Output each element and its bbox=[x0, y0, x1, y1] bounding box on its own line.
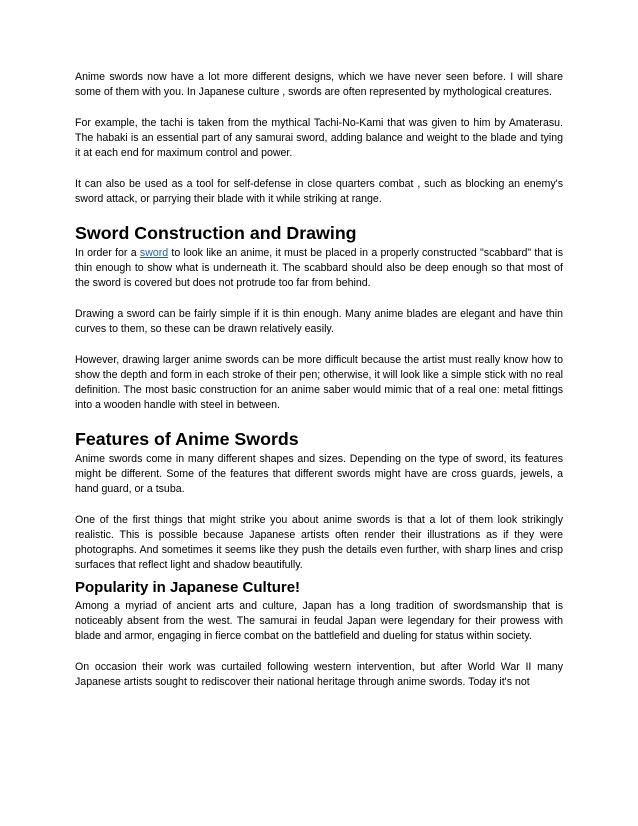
construction-paragraph-3: However, drawing larger anime swords can be more difficult because the artist must really know how to show the depth and form in each stroke of their pen; otherwise, it will look like a simple stick with no real definition. The most basic construction for an anime saber would mimic that of a real one: metal fittings into a wooden handle with steel in between. bbox=[75, 354, 563, 411]
intro-paragraph-1: Anime swords now have a lot more different designs, which we have never seen before. I will share some of them with you. In Japanese culture , swords are often represented by mythological creatures. bbox=[75, 71, 563, 98]
intro-paragraph-3: It can also be used as a tool for self-defense in close quarters combat , such as blocking an enemy's sword attack, or parrying their blade with it while striking at range. bbox=[75, 178, 563, 205]
heading-features: Features of Anime Swords bbox=[75, 429, 299, 449]
intro-paragraph-2: For example, the tachi is taken from the mythical Tachi-No-Kami that was given to him by Amaterasu. The habaki is an essential part of any samurai sword, adding balance and weight to the blade and tying it at each end for maximum control and power. bbox=[75, 117, 563, 159]
sword-link[interactable]: sword bbox=[139, 247, 169, 259]
construction-paragraph-2: Drawing a sword can be fairly simple if it is thin enough. Many anime blades are elegant and have thin curves to them, so these can be drawn relatively easily. bbox=[75, 308, 563, 335]
construction-paragraph-1 bbox=[75, 246, 563, 291]
document-page bbox=[75, 70, 563, 690]
heading-popularity: Popularity in Japanese Culture! bbox=[75, 579, 301, 596]
features-paragraph-1: Anime swords come in many different shapes and sizes. Depending on the type of sword, its features might be different. Some of the features that different swords might have are cross guards, jewels, a hand guard, or a tsuba. bbox=[75, 453, 563, 495]
popularity-paragraph-1: Among a myriad of ancient arts and culture, Japan has a long tradition of swordsmanship that is noticeably absent from the west. The samurai in feudal Japan were legendary for their prowess with blade and armor, engaging in fierce combat on the battlefield and dueling for status within society. bbox=[75, 600, 563, 642]
features-paragraph-2: One of the first things that might strike you about anime swords is that a lot of them look strikingly realistic. This is possible because Japanese artists often render their illustrations as if they were photographs. And sometimes it seems like they push the details even further, with sharp lines and crisp surfaces that reflect light and shadow beautifully. bbox=[75, 514, 563, 571]
heading-sword-construction: Sword Construction and Drawing bbox=[75, 223, 357, 243]
construction-text-start: In order for a bbox=[75, 247, 140, 259]
popularity-paragraph-2: On occasion their work was curtailed following western intervention, but after World War II many Japanese artists sought to rediscover their national heritage through anime swords. Today it's not bbox=[75, 661, 563, 688]
construction-text-end: to look like an anime, it must be placed in a properly constructed "scabbard" that is thin enough to show what is underneath it. The scabbard should also be deep enough so that most of the sword is covered but does not protrude too far from behind. bbox=[75, 247, 563, 289]
